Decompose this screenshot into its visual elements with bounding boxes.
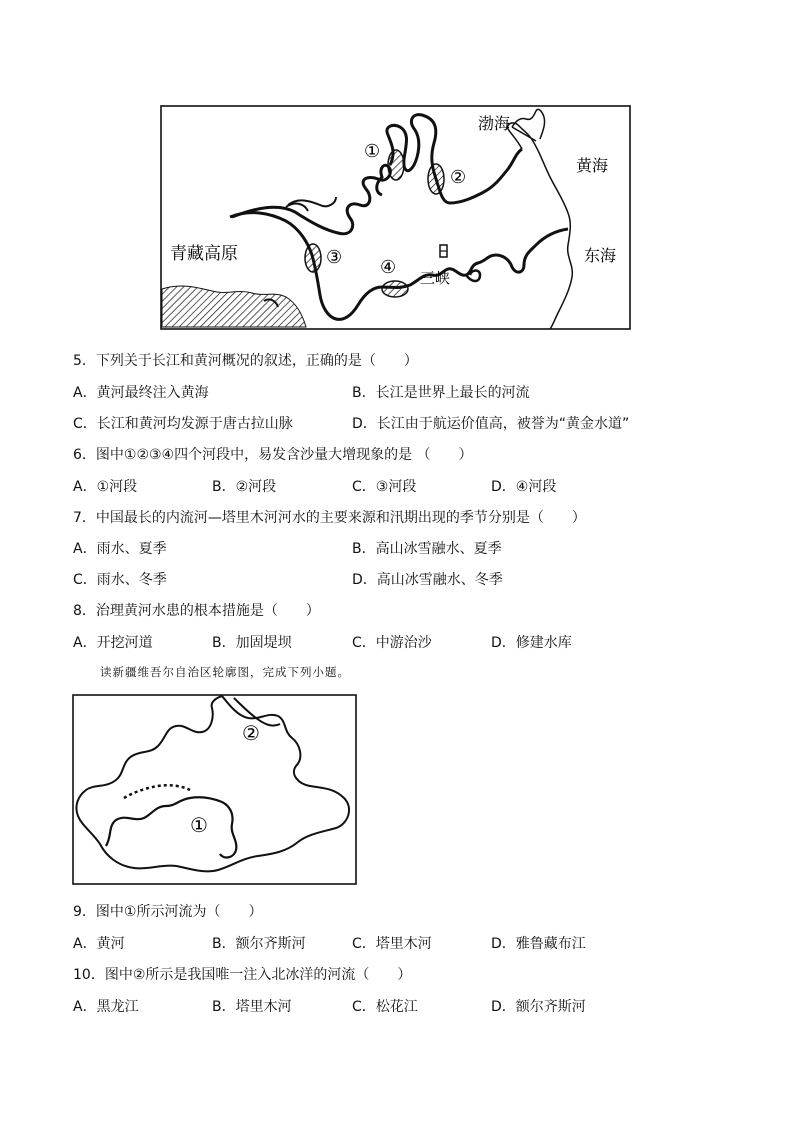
question-10-option-c[interactable]: C．松花江 (352, 999, 418, 1015)
question-9-stem: 9．图中①所示河流为（ ） (73, 904, 263, 920)
question-8-option-a[interactable]: A．开挖河道 (73, 635, 153, 651)
question-6-stem: 6．图中①②③④四个河段中，易发含沙量大增现象的是 （ ） (73, 447, 473, 463)
question-6-option-d[interactable]: D．④河段 (491, 479, 557, 495)
question-7-option-a[interactable]: A．雨水、夏季 (73, 541, 167, 557)
question-5-stem: 5．下列关于长江和黄河概况的叙述，正确的是（ ） (73, 353, 418, 369)
xinjiang-map (72, 694, 358, 886)
label-section-4: ④ (380, 257, 397, 278)
question-10-option-b[interactable]: B．塔里木河 (212, 999, 292, 1015)
label-sanxia: 三峡 (420, 269, 451, 287)
question-7-option-b[interactable]: B．高山冰雪融水、夏季 (352, 541, 502, 557)
question-9-option-a[interactable]: A．黄河 (73, 936, 125, 952)
label-qingzang: 青藏高原 (170, 244, 238, 264)
question-9-option-c[interactable]: C．塔里木河 (352, 936, 432, 952)
question-7-option-d[interactable]: D．高山冰雪融水、冬季 (352, 572, 503, 588)
question-10-stem: 10．图中②所示是我国唯一注入北冰洋的河流（ ） (73, 967, 412, 983)
section-2-marker (428, 164, 444, 194)
label-map2-2: ② (242, 721, 260, 745)
label-bohai: 渤海 (478, 114, 511, 133)
question-8-option-d[interactable]: D．修建水库 (491, 635, 572, 651)
question-6-option-a[interactable]: A．①河段 (73, 479, 138, 495)
question-8-stem: 8．治理黄河水患的根本措施是（ ） (73, 603, 320, 619)
label-huanghai: 黄海 (576, 156, 609, 175)
question-5-option-a[interactable]: A．黄河最终注入黄海 (73, 385, 209, 401)
question-6-option-c[interactable]: C．③河段 (352, 479, 417, 495)
question-5-option-b[interactable]: B．长江是世界上最长的河流 (352, 385, 530, 401)
question-5-option-d[interactable]: D．长江由于航运价值高，被誉为“黄金水道” (352, 416, 630, 432)
question-8-option-b[interactable]: B．加固堤坝 (212, 635, 292, 651)
question-10-option-a[interactable]: A．黑龙江 (73, 999, 139, 1015)
label-donghai: 东海 (584, 246, 617, 265)
question-6-option-b[interactable]: B．②河段 (212, 479, 277, 495)
label-section-1: ① (364, 141, 381, 162)
label-map2-1: ① (190, 813, 208, 837)
section-4-marker (382, 281, 408, 297)
xinjiang-intro: 读新疆维吾尔自治区轮廓图，完成下列小题。 (100, 665, 350, 679)
question-9-option-d[interactable]: D．雅鲁藏布江 (491, 936, 586, 952)
question-7-option-c[interactable]: C．雨水、冬季 (73, 572, 167, 588)
question-5-option-c[interactable]: C．长江和黄河均发源于唐古拉山脉 (73, 416, 293, 432)
question-7-stem: 7．中国最长的内流河—塔里木河河水的主要来源和汛期出现的季节分别是（ ） (73, 510, 586, 526)
question-10-option-d[interactable]: D．额尔齐斯河 (491, 999, 586, 1015)
section-1-marker (388, 150, 404, 180)
question-8-option-c[interactable]: C．中游治沙 (352, 635, 432, 651)
map2-frame (73, 695, 356, 884)
label-section-3: ③ (326, 247, 343, 268)
label-section-2: ② (450, 167, 467, 188)
question-9-option-b[interactable]: B．额尔齐斯河 (212, 936, 306, 952)
section-3-marker (305, 244, 321, 272)
river-map (160, 105, 632, 331)
